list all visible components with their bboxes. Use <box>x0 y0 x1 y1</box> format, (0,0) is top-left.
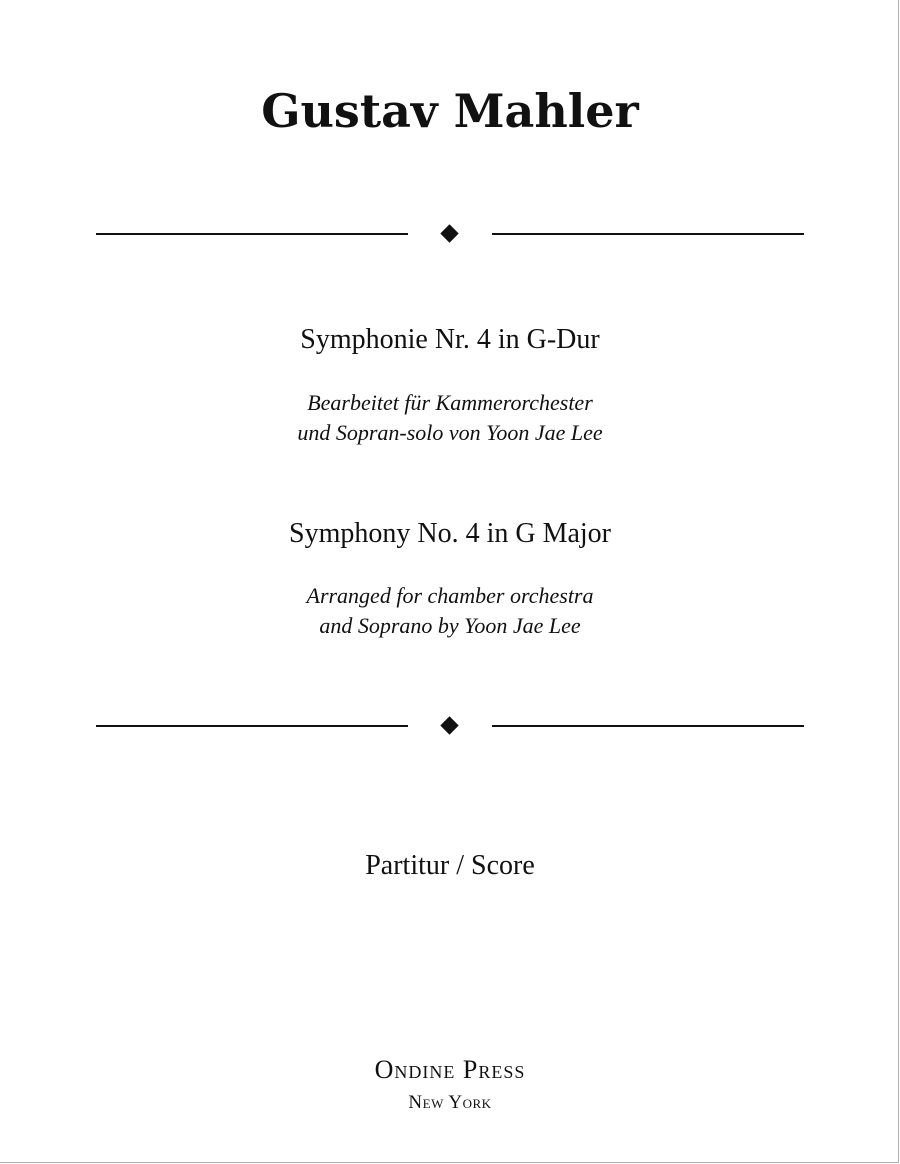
title-english: Symphony No. 4 in G Major <box>289 518 611 549</box>
publisher-city: New York <box>408 1092 492 1113</box>
subtitle-english <box>0 581 900 641</box>
subtitle-english-line2: and Soprano by Yoon Jae Lee <box>319 613 581 638</box>
divider-line-right <box>492 725 804 727</box>
subtitle-german-line1: Bearbeitet für Kammerorchester <box>307 390 593 415</box>
title-german: Symphonie Nr. 4 in G-Dur <box>300 324 600 355</box>
divider-line-right <box>492 233 804 235</box>
top-divider <box>96 222 804 246</box>
score-label: Partitur / Score <box>365 850 535 881</box>
bottom-divider <box>96 714 804 738</box>
subtitle-german-line2: und Sopran-solo von Yoon Jae Lee <box>297 420 603 445</box>
divider-line-left <box>96 233 408 235</box>
composer-name: Gustav Mahler <box>261 84 639 138</box>
subtitle-english-line1: Arranged for chamber orchestra <box>306 583 594 608</box>
diamond-icon <box>440 224 458 242</box>
divider-line-left <box>96 725 408 727</box>
subtitle-german <box>0 388 900 448</box>
publisher-name: Ondine Press <box>374 1055 526 1084</box>
diamond-icon <box>440 716 458 734</box>
